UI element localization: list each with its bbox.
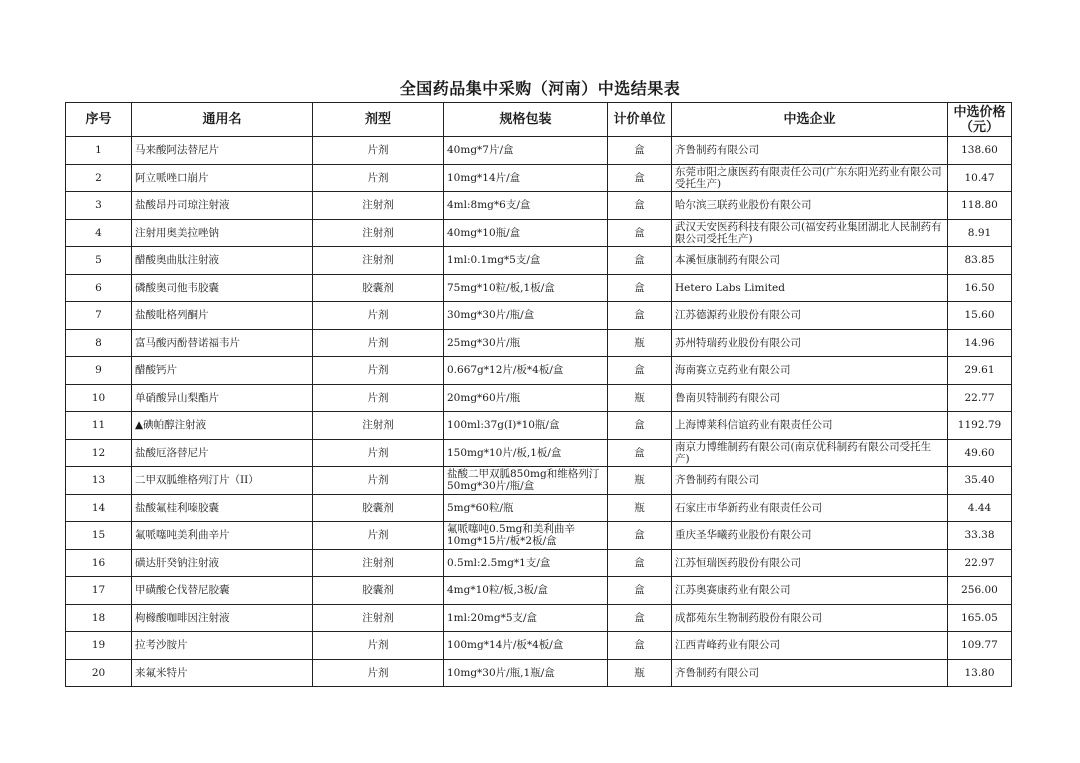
- cell-name: 盐酸昂丹司琼注射液: [132, 192, 313, 220]
- cell-unit: 盒: [608, 274, 672, 302]
- cell-unit: 盒: [608, 412, 672, 440]
- cell-seq: 10: [66, 384, 132, 412]
- cell-spec: 盐酸二甲双胍850mg和维格列汀50mg*30片/瓶/盒: [444, 467, 608, 495]
- cell-unit: 盒: [608, 549, 672, 577]
- table-header-row: [66, 103, 1012, 137]
- header-price: 中选价格（元）: [948, 103, 1012, 137]
- cell-unit: 盒: [608, 192, 672, 220]
- cell-company: 齐鲁制药有限公司: [672, 137, 948, 165]
- cell-spec: 100ml:37g(I)*10瓶/盒: [444, 412, 608, 440]
- cell-unit: 瓶: [608, 494, 672, 522]
- cell-unit: 盒: [608, 302, 672, 330]
- cell-company: 江苏德源药业股份有限公司: [672, 302, 948, 330]
- cell-name: 二甲双胍维格列汀片（II）: [132, 467, 313, 495]
- cell-name: ▲碘帕醇注射液: [132, 412, 313, 440]
- cell-spec: 100mg*14片/板*4板/盒: [444, 632, 608, 660]
- cell-spec: 25mg*30片/瓶: [444, 329, 608, 357]
- cell-price: 256.00: [948, 577, 1012, 605]
- table-row: [66, 549, 1012, 577]
- table-row: [66, 659, 1012, 687]
- cell-form: 片剂: [313, 659, 444, 687]
- cell-form: 片剂: [313, 137, 444, 165]
- table-row: [66, 384, 1012, 412]
- cell-spec: 40mg*10瓶/盒: [444, 219, 608, 247]
- cell-form: 注射剂: [313, 192, 444, 220]
- cell-name: 盐酸氟桂利嗪胶囊: [132, 494, 313, 522]
- table-row: [66, 604, 1012, 632]
- cell-form: 注射剂: [313, 219, 444, 247]
- cell-seq: 19: [66, 632, 132, 660]
- cell-name: 磺达肝癸钠注射液: [132, 549, 313, 577]
- cell-name: 枸橼酸咖啡因注射液: [132, 604, 313, 632]
- cell-company: 齐鲁制药有限公司: [672, 659, 948, 687]
- cell-form: 注射剂: [313, 604, 444, 632]
- header-unit: 计价单位: [608, 103, 672, 137]
- table-row: [66, 247, 1012, 275]
- cell-price: 33.38: [948, 522, 1012, 550]
- table-row: [66, 164, 1012, 192]
- cell-form: 注射剂: [313, 549, 444, 577]
- cell-company: 石家庄市华新药业有限责任公司: [672, 494, 948, 522]
- header-company: 中选企业: [672, 103, 948, 137]
- cell-form: 胶囊剂: [313, 577, 444, 605]
- page-title: 全国药品集中采购（河南）中选结果表: [399, 79, 681, 98]
- results-table: [65, 102, 1012, 687]
- table-row: [66, 219, 1012, 247]
- cell-price: 1192.79: [948, 412, 1012, 440]
- cell-unit: 盒: [608, 164, 672, 192]
- cell-company: 重庆圣华曦药业股份有限公司: [672, 522, 948, 550]
- cell-price: 35.40: [948, 467, 1012, 495]
- cell-seq: 12: [66, 439, 132, 467]
- cell-name: 醋酸奥曲肽注射液: [132, 247, 313, 275]
- cell-price: 118.80: [948, 192, 1012, 220]
- cell-name: 氟哌噻吨美利曲辛片: [132, 522, 313, 550]
- cell-seq: 8: [66, 329, 132, 357]
- cell-name: 盐酸厄洛替尼片: [132, 439, 313, 467]
- cell-name: 注射用奥美拉唑钠: [132, 219, 313, 247]
- cell-seq: 16: [66, 549, 132, 577]
- cell-price: 4.44: [948, 494, 1012, 522]
- cell-company: 海南赛立克药业有限公司: [672, 357, 948, 385]
- table-row: [66, 412, 1012, 440]
- table-row: [66, 329, 1012, 357]
- cell-company: 上海博莱科信谊药业有限责任公司: [672, 412, 948, 440]
- cell-spec: 150mg*10片/板,1板/盒: [444, 439, 608, 467]
- cell-seq: 14: [66, 494, 132, 522]
- cell-spec: 10mg*14片/盒: [444, 164, 608, 192]
- cell-name: 磷酸奥司他韦胶囊: [132, 274, 313, 302]
- cell-form: 注射剂: [313, 412, 444, 440]
- table-row: [66, 274, 1012, 302]
- cell-unit: 盒: [608, 219, 672, 247]
- cell-unit: 盒: [608, 439, 672, 467]
- cell-spec: 0.5ml:2.5mg*1支/盒: [444, 549, 608, 577]
- cell-company: 鲁南贝特制药有限公司: [672, 384, 948, 412]
- table-row: [66, 467, 1012, 495]
- cell-price: 49.60: [948, 439, 1012, 467]
- cell-spec: 5mg*60粒/瓶: [444, 494, 608, 522]
- cell-price: 15.60: [948, 302, 1012, 330]
- cell-seq: 15: [66, 522, 132, 550]
- cell-name: 拉考沙胺片: [132, 632, 313, 660]
- header-form: 剂型: [313, 103, 444, 137]
- cell-form: 片剂: [313, 522, 444, 550]
- cell-seq: 3: [66, 192, 132, 220]
- table-row: [66, 357, 1012, 385]
- cell-seq: 5: [66, 247, 132, 275]
- cell-spec: 氟哌噻吨0.5mg和美利曲辛10mg*15片/板*2板/盒: [444, 522, 608, 550]
- cell-form: 片剂: [313, 302, 444, 330]
- cell-form: 胶囊剂: [313, 494, 444, 522]
- cell-seq: 7: [66, 302, 132, 330]
- cell-form: 片剂: [313, 632, 444, 660]
- cell-company: 南京力博维制药有限公司(南京优科制药有限公司受托生产): [672, 439, 948, 467]
- cell-company: 东莞市阳之康医药有限责任公司(广东东阳光药业有限公司受托生产): [672, 164, 948, 192]
- cell-name: 阿立哌唑口崩片: [132, 164, 313, 192]
- cell-seq: 18: [66, 604, 132, 632]
- cell-price: 138.60: [948, 137, 1012, 165]
- cell-unit: 瓶: [608, 384, 672, 412]
- cell-company: 成都苑东生物制药股份有限公司: [672, 604, 948, 632]
- table-row: [66, 302, 1012, 330]
- table-row: [66, 494, 1012, 522]
- cell-unit: 盒: [608, 247, 672, 275]
- cell-spec: 1ml:0.1mg*5支/盒: [444, 247, 608, 275]
- cell-price: 83.85: [948, 247, 1012, 275]
- cell-unit: 盒: [608, 604, 672, 632]
- cell-price: 22.77: [948, 384, 1012, 412]
- table-row: [66, 192, 1012, 220]
- cell-form: 胶囊剂: [313, 274, 444, 302]
- cell-unit: 瓶: [608, 467, 672, 495]
- cell-unit: 盒: [608, 357, 672, 385]
- cell-spec: 0.667g*12片/板*4板/盒: [444, 357, 608, 385]
- cell-seq: 6: [66, 274, 132, 302]
- cell-spec: 20mg*60片/瓶: [444, 384, 608, 412]
- cell-price: 22.97: [948, 549, 1012, 577]
- cell-name: 甲磺酸仑伐替尼胶囊: [132, 577, 313, 605]
- cell-company: 江苏奥赛康药业有限公司: [672, 577, 948, 605]
- cell-seq: 9: [66, 357, 132, 385]
- cell-seq: 1: [66, 137, 132, 165]
- cell-company: 苏州特瑞药业股份有限公司: [672, 329, 948, 357]
- cell-company: 齐鲁制药有限公司: [672, 467, 948, 495]
- cell-spec: 75mg*10粒/板,1板/盒: [444, 274, 608, 302]
- cell-price: 29.61: [948, 357, 1012, 385]
- cell-spec: 30mg*30片/瓶/盒: [444, 302, 608, 330]
- cell-unit: 盒: [608, 632, 672, 660]
- cell-spec: 4ml:8mg*6支/盒: [444, 192, 608, 220]
- cell-unit: 盒: [608, 137, 672, 165]
- cell-unit: 盒: [608, 577, 672, 605]
- cell-seq: 11: [66, 412, 132, 440]
- header-seq: 序号: [66, 103, 132, 137]
- cell-seq: 13: [66, 467, 132, 495]
- cell-company: 哈尔滨三联药业股份有限公司: [672, 192, 948, 220]
- cell-spec: 40mg*7片/盒: [444, 137, 608, 165]
- cell-name: 单硝酸异山梨酯片: [132, 384, 313, 412]
- header-spec: 规格包装: [444, 103, 608, 137]
- cell-price: 165.05: [948, 604, 1012, 632]
- table-row: [66, 522, 1012, 550]
- header-name: 通用名: [132, 103, 313, 137]
- cell-seq: 4: [66, 219, 132, 247]
- cell-name: 来氟米特片: [132, 659, 313, 687]
- cell-seq: 20: [66, 659, 132, 687]
- cell-spec: 4mg*10粒/板,3板/盒: [444, 577, 608, 605]
- cell-price: 13.80: [948, 659, 1012, 687]
- table-row: [66, 632, 1012, 660]
- table-row: [66, 577, 1012, 605]
- cell-unit: 瓶: [608, 659, 672, 687]
- cell-seq: 17: [66, 577, 132, 605]
- cell-spec: 10mg*30片/瓶,1瓶/盒: [444, 659, 608, 687]
- cell-company: 武汉天安医药科技有限公司(福安药业集团湖北人民制药有限公司受托生产): [672, 219, 948, 247]
- cell-form: 片剂: [313, 164, 444, 192]
- cell-company: 江西青峰药业有限公司: [672, 632, 948, 660]
- cell-company: Hetero Labs Limited: [672, 274, 948, 302]
- cell-unit: 盒: [608, 522, 672, 550]
- cell-name: 盐酸吡格列酮片: [132, 302, 313, 330]
- cell-name: 醋酸钙片: [132, 357, 313, 385]
- cell-form: 片剂: [313, 467, 444, 495]
- table-row: [66, 439, 1012, 467]
- cell-company: 江苏恒瑞医药股份有限公司: [672, 549, 948, 577]
- cell-unit: 瓶: [608, 329, 672, 357]
- cell-price: 8.91: [948, 219, 1012, 247]
- cell-form: 片剂: [313, 384, 444, 412]
- table-row: [66, 137, 1012, 165]
- cell-form: 片剂: [313, 439, 444, 467]
- cell-price: 16.50: [948, 274, 1012, 302]
- cell-price: 14.96: [948, 329, 1012, 357]
- cell-form: 片剂: [313, 329, 444, 357]
- cell-form: 片剂: [313, 357, 444, 385]
- cell-name: 富马酸丙酚替诺福韦片: [132, 329, 313, 357]
- cell-seq: 2: [66, 164, 132, 192]
- cell-form: 注射剂: [313, 247, 444, 275]
- cell-price: 109.77: [948, 632, 1012, 660]
- cell-company: 本溪恒康制药有限公司: [672, 247, 948, 275]
- cell-name: 马来酸阿法替尼片: [132, 137, 313, 165]
- cell-spec: 1ml:20mg*5支/盒: [444, 604, 608, 632]
- cell-price: 10.47: [948, 164, 1012, 192]
